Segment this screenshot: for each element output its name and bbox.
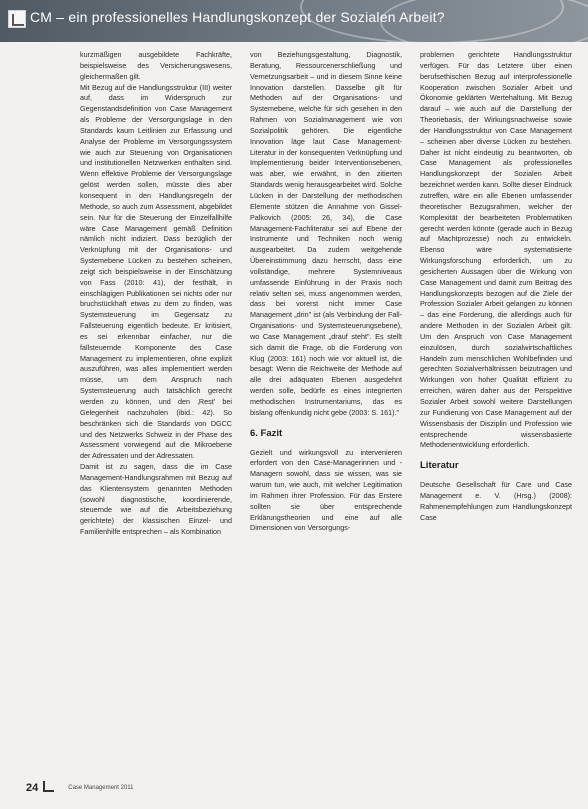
page-number: 24 <box>26 782 39 794</box>
page-title: CM – ein professionelles Handlungskonzept der Sozialen Arbeit? <box>30 9 445 25</box>
paragraph: problemen gerichtete Handlungsstruktur verfügen. Für das Letztere über einen berufsethischen Bezug auf interprofessionelle Kooperation zwischen Sozialer Arbeit und Ökonomie geklärten Wertehaltung. Mit Bezug darauf – wie auch auf die Darstellung der Theoriebasis, der Wirkungsnachweise sowie der Handlungsstruktur von Case Management – scheinen aber diverse Lücken zu bestehen. Daher ist nicht eindeutig zu beantworten, ob Case Management als professionelles Handlungskonzept der Sozialen Arbeit bezeichnet werden kann. Sollte dieser Eindruck zutreffen, wäre ein alle Ebenen umfassender theoretischer Bezugsrahmen, welcher der Komplexität der bearbeiteten Problematiken gerecht werden könnte (gerade auch in Bezug auf Machtprozesse) noch zu entwickeln. Ebenso wäre systematisierte Wirkungsforschung erforderlich, um zu gesicherten Aussagen über die Wirkung von Case Management und damit zum Beitrag des Handlungskonzepts bezogen auf die Ziele der Profession Sozialer Arbeit gelangen zu können – das eine Forderung, die allerdings auch für andere Methoden in der Sozialen Arbeit gilt. Um den Anspruch von Case Management einzulösen, durch sozialwirtschaftliches Handeln zum menschlichen Wohlbefinden und gerechten Sozialverhältnissen beizutragen und Wirkungen von hoher Qualität effizient zu erreichen, wären daher aus der Perspektive Sozialer Arbeit sowohl weitere Darstellungen zur Fundierung von Case Management auf der Wissensbasis der Disziplin und Profession wie entsprechende wissensbasierte Methodenentwicklung erforderlich. <box>420 50 572 450</box>
logo-icon <box>8 10 26 28</box>
column-3 <box>420 50 572 750</box>
paragraph: Gezielt und wirkungsvoll zu intervenieren erfordert von den Case-Managerinnen und -Managern sowohl, dass sie wissen, was sie warum tun, wie auch, mit welcher Legitimation im Rahmen ihrer Profession. Für das Erstere sollten sie über entsprechende Erklärungstheorien und eine auf alle Dimensionen von Versorgungs- <box>250 447 402 533</box>
article-columns <box>80 50 572 750</box>
reference-entry: Deutsche Gesellschaft für Care und Case Management e. V. (Hrsg.) (2008): Rahmenempfehlungen zum Handlungskonzept Case <box>420 480 572 522</box>
journal-logo-icon <box>43 781 54 792</box>
header-band <box>0 0 588 42</box>
paragraph: von Beziehungsgestaltung, Diagnostik, Beratung, Ressourcenerschließung und Vernetzungsarbeit – und in diesem Sinne keine Innovation darstellen. Dasselbe gilt für Methoden auf der Organisations- und Systemebene, welche für sich gesehen in den Rahmen von Sozialmanagement wie von Sozialpolitik gehören. Die eigentliche Innovation läge laut Case Management-Literatur in der konsequenten Verknüpfung und Implementierung beider Interventionsebenen, was aber, wie erwähnt, in den zitierten Standards wenig herausgearbeitet wird. Solche Lücken in der Darstellung der methodischen Elemente stützen die Annahme von Gissel-Palkovich (2005: 26, 34), die Case Management-Fachliteratur sei auf Ebene der Instrumente und Techniken noch wenig ausgearbeitet. Da zudem weitgehende Übereinstimmung dazu herrscht, dass eine vollständige, mehrere Systemniveaus umfassende Einführung in der Praxis noch relativ selten sei, muss angenommen werden, dass bei vorerst nicht immer Case Management „drin" ist (als Verbindung der Fall- Organisations- und Systemsteuerungsebene), wo Case Management „drauf steht". Es stellt sich damit die Frage, ob die Forderung von Klug (2003: 161) noch wie vor aktuell ist, die besagt: Wenn die Reichweite der Methode auf alle drei adäquaten Ebenen ausgedehnt werden solle, bedürfe es eines integrierten methodischen Instrumentariums, das es bislang offenkundig nicht gebe (2003: S. 161)." <box>250 50 402 417</box>
journal-name: Case Management 2011 <box>68 785 134 791</box>
section-heading-literatur: Literatur <box>420 460 459 472</box>
paragraph: kurzmäßigen ausgebildete Fachkräfte, beispielsweise des Versicherungswesens, gleichermaßen gilt. <box>80 50 232 81</box>
column-2 <box>250 50 402 750</box>
paragraph: Damit ist zu sagen, dass die im Case Management-Handlungsrahmen mit Bezug auf das Klientensystem genannten Methoden (sowohl diagnostische, koordinierende, steuernde wie auf die Arbeitsbeziehung gerichtete) der klassischen Einzel- und Familienhilfe entsprechen – als Kombination <box>80 462 232 537</box>
page-footer <box>26 782 134 794</box>
paragraph: Mit Bezug auf die Handlungsstruktur (III) weiter auf, dass im Widerspruch zur Gegenstandsdefinition von Case Management als Probleme der Versorgungslage in den Standards kaum Leitlinien zur Erfassung und Analyse der Probleme im Versorgungssystem wie auch zur Steuerung von Organisationen und institutionellen Netzwerken enthalten sind. Wenn effektive Probleme der Versorgungslage gelöst werden sollen, müsste dies aber konsequent in den Handlungsregeln der Methode, so auch zum Assessment, abgebildet sein. Nur für die Steuerung der Einzelfallhilfe wäre Case Management gemäß Definition nämlich nicht indiziert. Dass bezüglich der Verknüpfung mit der Organisations- und Systemebene Lücken zu bestehen scheinen, zeigt sich beispielsweise in der Einschätzung von Fass (2010: 41), der festhält, in einschlägigen Publikationen sei nichts oder nur bruchstückhaft etwas zu dem zu finden, was Systemsteuerung im Gegensatz zu Fallsteuerung eigentlich bedeute. Er kritisiert, es sei erkennbar einfacher, nur die fallsteuernde Komponente des Case Management zu implementieren, ohne explizit auszuführen, was alles implementiert werden müsse, um dem Anspruch nach Systemsteuerung auch tatsächlich gerecht werden zu können, und den ‚Rest' bei Gelegenheit nachzuholen (ibid.: 42). So beschränken sich die Standards von DGCC und des Netzwerks Schweiz in der Phase des Assessment vorwiegend auf die Mikroebene der Adressaten und der Adressaten. <box>80 82 232 461</box>
column-1 <box>80 50 232 750</box>
section-heading-fazit: 6. Fazit <box>250 427 283 439</box>
